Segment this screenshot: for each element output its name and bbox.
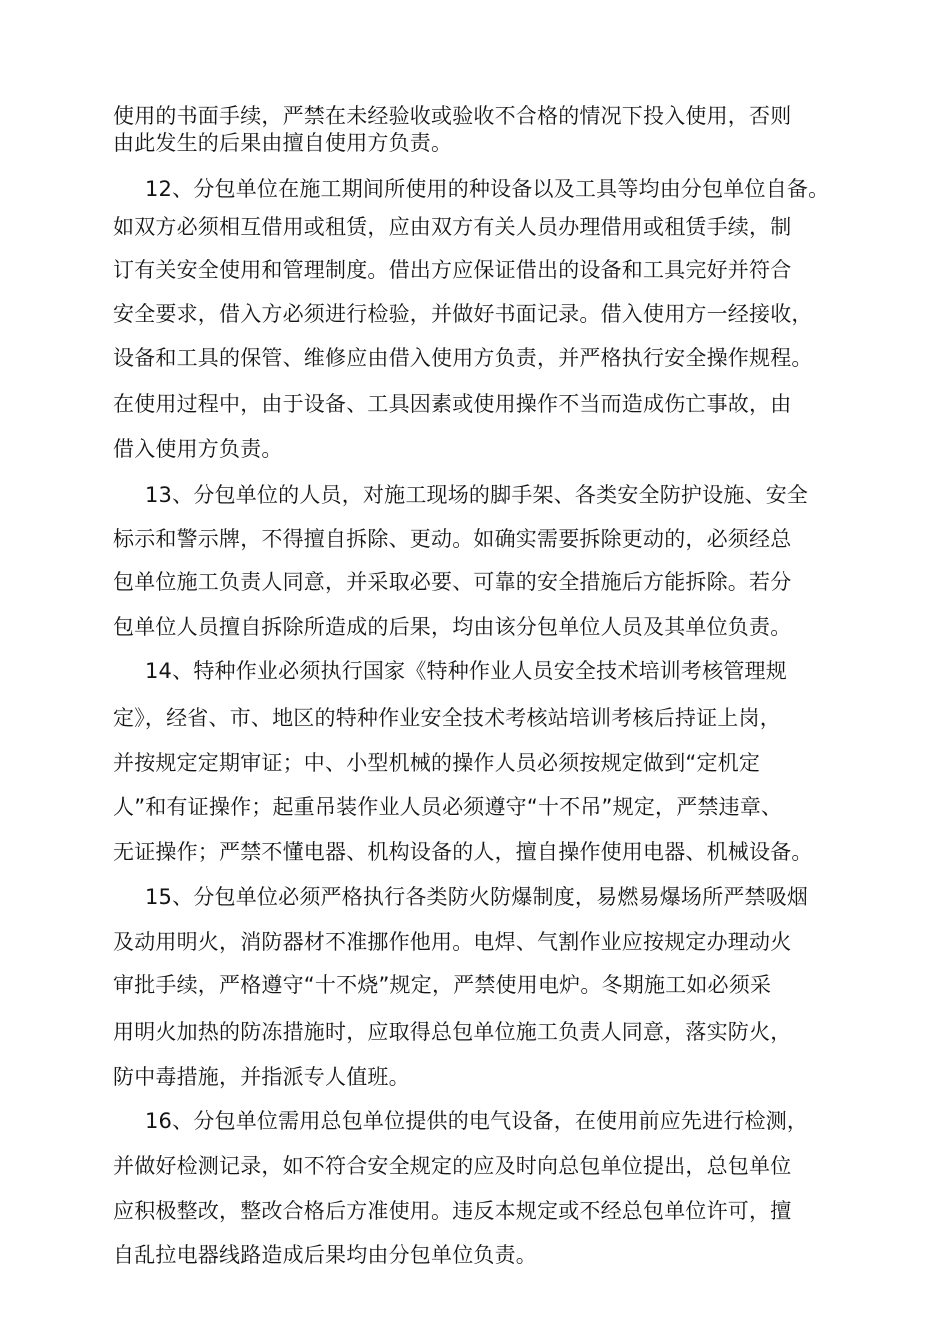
paragraph-15-start: 15、分包单位必须严格执行各类防火防爆制度，易燃易爆场所严禁吸烟 [145, 885, 809, 909]
paragraph-12-start: 12、分包单位在施工期间所使用的种设备以及工具等均由分包单位自备。 [145, 177, 830, 201]
text-line: 包单位人员擅自拆除所造成的后果，均由该分包单位人员及其单位负责。 [113, 615, 792, 639]
text-line: 由此发生的后果由擅自使用方负责。 [113, 131, 453, 155]
text-line: 审批手续，严格遵守“十不烧”规定，严禁使用电炉。冬期施工如必须采 [113, 973, 772, 997]
text-line: 安全要求，借入方必须进行检验，并做好书面记录。借入使用方一经接收， [113, 302, 813, 326]
text-line: 订有关安全使用和管理制度。借出方应保证借出的设备和工具完好并符合 [113, 258, 792, 282]
text-line: 定》，经省、市、地区的特种作业安全技术考核站培训考核后持证上岗， [113, 706, 781, 730]
text-line: 如双方必须相互借用或租赁，应由双方有关人员办理借用或租赁手续，制 [113, 215, 792, 239]
text-line: 设备和工具的保管、维修应由借入使用方负责，并严格执行安全操作规程。 [113, 346, 813, 370]
text-line: 及动用明火，消防器材不准挪作他用。电焊、气割作业应按规定办理动火 [113, 930, 792, 954]
paragraph-13-start: 13、分包单位的人员，对施工现场的脚手架、各类安全防护设施、安全 [145, 483, 809, 507]
text-line: 无证操作；严禁不懂电器、机构设备的人，擅自操作使用电器、机械设备。 [113, 840, 813, 864]
text-line: 借入使用方负责。 [113, 437, 283, 461]
text-line: 人”和有证操作；起重吊装作业人员必须遵守“十不吊”规定，严禁违章、 [113, 795, 783, 819]
text-line: 使用的书面手续，严禁在未经验收或验收不合格的情况下投入使用，否则 [113, 104, 792, 128]
text-line: 在使用过程中，由于设备、工具因素或使用操作不当而造成伤亡事故，由 [113, 392, 792, 416]
text-line: 并按规定定期审证；中、小型机械的操作人员必须按规定做到“定机定 [113, 751, 761, 775]
text-line: 防中毒措施，并指派专人值班。 [113, 1065, 410, 1089]
text-line: 包单位施工负责人同意，并采取必要、可靠的安全措施后方能拆除。若分 [113, 570, 792, 594]
text-line: 并做好检测记录，如不符合安全规定的应及时向总包单位提出，总包单位 [113, 1154, 792, 1178]
paragraph-16-start: 16、分包单位需用总包单位提供的电气设备，在使用前应先进行检测， [145, 1109, 809, 1133]
text-line: 自乱拉电器线路造成后果均由分包单位负责。 [113, 1243, 537, 1267]
text-line: 标示和警示牌，不得擅自拆除、更动。如确实需要拆除更动的，必须经总 [113, 527, 792, 551]
text-line: 用明火加热的防冻措施时，应取得总包单位施工负责人同意，落实防火， [113, 1020, 792, 1044]
paragraph-14-start: 14、特种作业必须执行国家《特种作业人员安全技术培训考核管理规 [145, 659, 787, 683]
text-line: 应积极整改，整改合格后方准使用。违反本规定或不经总包单位许可，擅 [113, 1199, 792, 1223]
